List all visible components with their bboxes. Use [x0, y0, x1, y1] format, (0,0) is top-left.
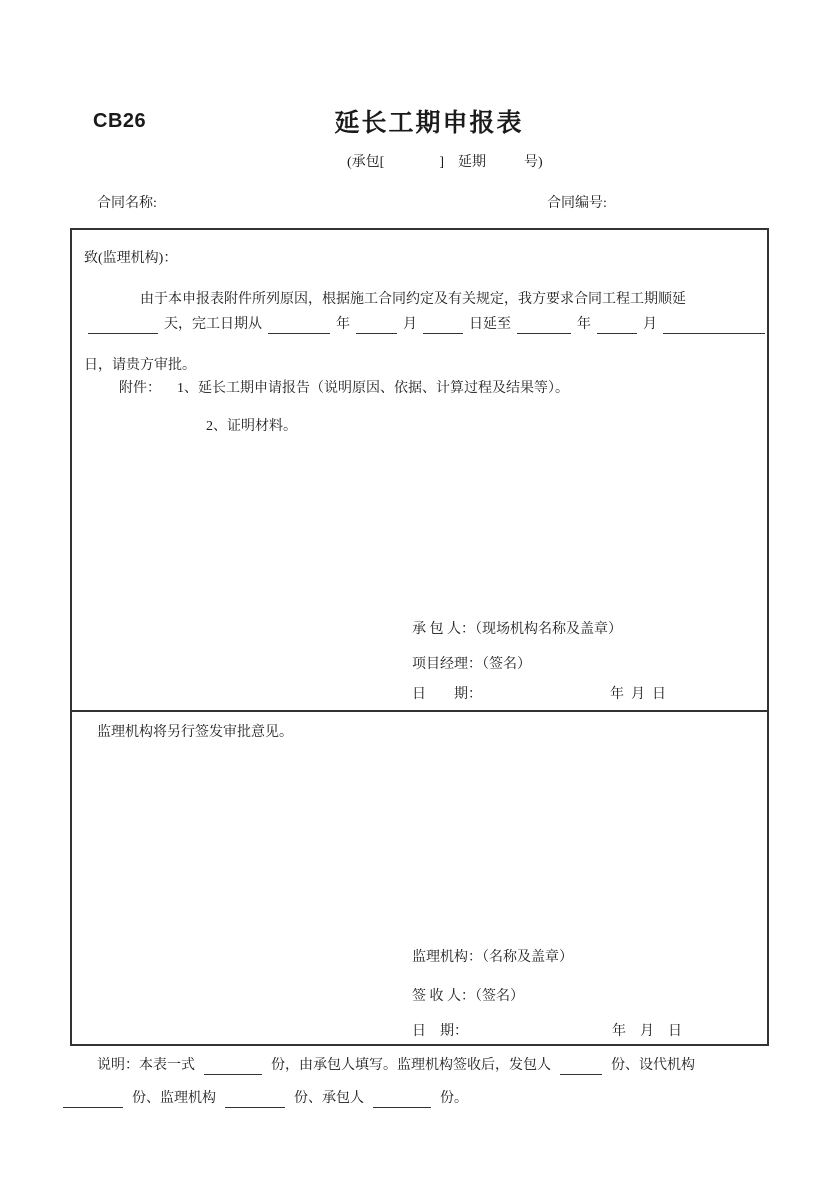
blank-copies-total[interactable]	[204, 1057, 262, 1075]
footer-text-6: 份。	[440, 1091, 468, 1106]
contract-name-label: 合同名称:	[97, 196, 157, 211]
attachment-item-1: 1、延长工期申请报告（说明原因、依据、计算过程及结果等）。	[177, 381, 569, 396]
review-section	[72, 712, 767, 1044]
request-section	[72, 230, 767, 712]
contractor-date-label: 日 期：	[412, 687, 482, 702]
review-date-label: 日 期：	[412, 1024, 468, 1039]
footer-note-line-1	[97, 1057, 695, 1075]
contract-number-label: 合同编号:	[547, 196, 607, 211]
to-month-label: 月	[643, 317, 657, 332]
subtitle-part-3: 号)	[524, 155, 543, 170]
addressee-label: 致(监理机构)：	[84, 251, 178, 266]
form-subtitle	[347, 151, 543, 171]
days-suffix-text: 天，完工日期从	[164, 317, 262, 332]
blank-days[interactable]	[88, 316, 158, 334]
subtitle-part-1: (承包[	[347, 155, 385, 170]
date-fill-row	[88, 316, 767, 334]
subtitle-part-2: ] 延期	[439, 155, 486, 170]
attachment-item-2: 2、证明材料。	[206, 419, 297, 434]
review-note: 监理机构将另行签发审批意见。	[97, 725, 293, 740]
blank-copies-employer[interactable]	[560, 1057, 602, 1075]
footer-note-line-2	[63, 1090, 468, 1108]
footer-text-5: 份、承包人	[294, 1091, 364, 1106]
form-code: CB26	[93, 110, 147, 132]
footer-text-2: 份，由承包人填写。监理机构签收后，发包人	[271, 1058, 551, 1073]
blank-from-day[interactable]	[423, 316, 463, 334]
blank-to-day[interactable]	[663, 316, 765, 334]
from-year-label: 年	[336, 317, 350, 332]
blank-to-month[interactable]	[597, 316, 637, 334]
to-year-label: 年	[577, 317, 591, 332]
blank-copies-contractor[interactable]	[373, 1090, 431, 1108]
footer-text-1: 说明：本表一式	[97, 1058, 195, 1073]
blank-copies-design-rep[interactable]	[63, 1090, 123, 1108]
blank-from-month[interactable]	[356, 316, 397, 334]
footer-text-4: 份、监理机构	[132, 1091, 216, 1106]
extend-to-text: 日延至	[469, 317, 511, 332]
from-month-label: 月	[403, 317, 417, 332]
blank-from-year[interactable]	[268, 316, 330, 334]
supervisor-sign-label: 监理机构：（名称及盖章）	[412, 950, 573, 965]
request-body-end: 日，请贵方审批。	[84, 358, 196, 373]
project-manager-sign-label: 项目经理：（签名）	[412, 657, 531, 672]
blank-copies-supervisor[interactable]	[225, 1090, 285, 1108]
attachment-label: 附件：	[119, 381, 161, 396]
receiver-sign-label: 签 收 人：（签名）	[412, 989, 524, 1004]
request-body-text: 由于本申报表附件所列原因，根据施工合同约定及有关规定，我方要求合同工程工期顺延	[140, 292, 686, 307]
review-date-units: 年 月 日	[612, 1024, 682, 1039]
contractor-date-units: 年 月 日	[610, 687, 666, 702]
footer-text-3: 份、设代机构	[611, 1058, 695, 1073]
blank-to-year[interactable]	[517, 316, 571, 334]
contractor-sign-label: 承 包 人：（现场机构名称及盖章）	[412, 622, 622, 637]
form-title: 延长工期申报表	[334, 110, 524, 137]
form-body-box	[70, 228, 769, 1046]
